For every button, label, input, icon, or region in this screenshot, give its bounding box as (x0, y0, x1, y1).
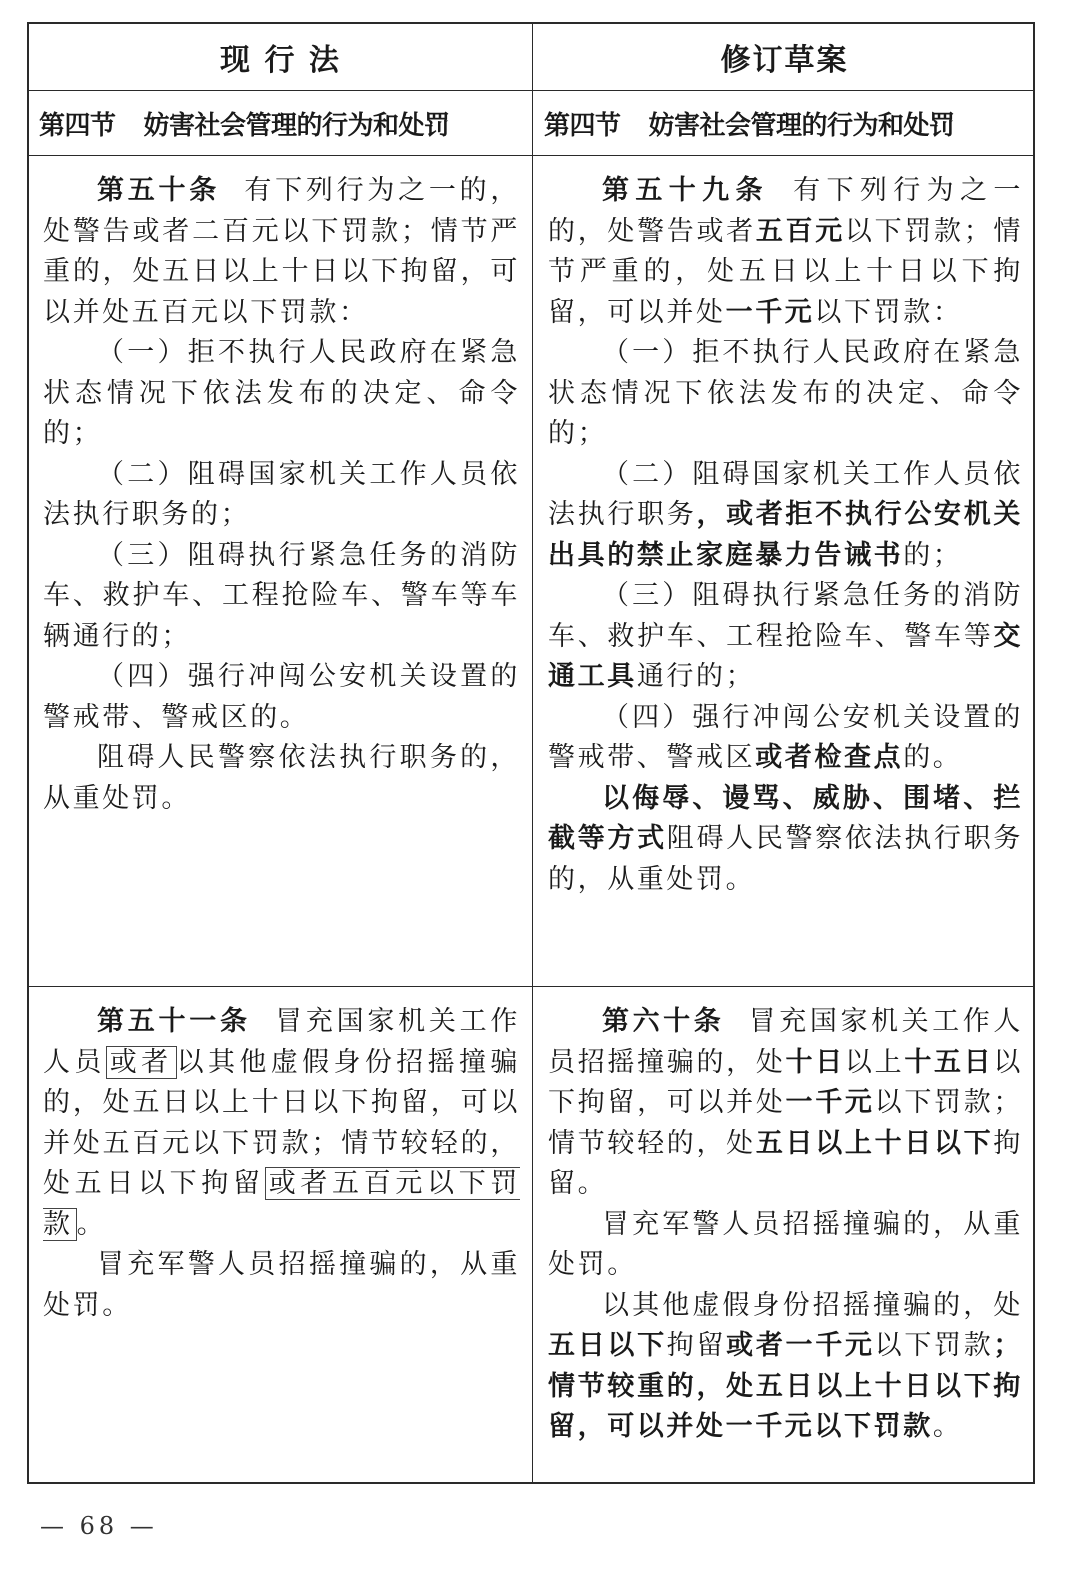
section-name: 妨害社会管理的行为和处罚 (648, 111, 955, 141)
section-name: 妨害社会管理的行为和处罚 (143, 111, 450, 141)
amended-text: 或者一千元 (726, 1330, 875, 1361)
article-number: 第五十一条 (97, 1006, 251, 1037)
section-title-left (29, 92, 532, 155)
amended-text: ，或者拒不执行公安机关出具的禁止家庭暴力告诫书 (548, 499, 1023, 571)
article-number: 第五十条 (97, 175, 221, 206)
article-paragraph: 冒充军警人员招摇撞骗的，从重处罚。 (548, 1208, 1023, 1280)
article-paragraph: 阻碍人民警察依法执行职务的，从重处罚。 (43, 742, 520, 814)
section-divider (29, 155, 1033, 156)
section-number: 第四节 (544, 111, 621, 141)
article-51-current (29, 988, 532, 1484)
row-divider (29, 986, 1033, 987)
article-paragraph: 第五十九条 有下列行为之一的，处警告或者五百元以下罚款；情节严重的，处五日以上十日以下拘留，可以并处一千元以下罚款： (548, 175, 1024, 328)
header-draft-revision: 修订草案 (720, 43, 849, 78)
amended-text: 五日以下 (548, 1330, 667, 1361)
column-divider (532, 24, 533, 1482)
article-paragraph: 以其他虚假身份招摇撞骗的，处五日以下拘留或者一千元以下罚款；情节较重的，处五日以上十日以下拘留，可以并处一千元以下罚款。 (548, 1289, 1024, 1442)
comparison-table (27, 22, 1035, 1484)
amended-text: 十日 (785, 1046, 845, 1078)
header-current-law: 现 行 法 (220, 43, 341, 78)
article-59-draft (534, 157, 1035, 986)
amended-text: 五百元 (755, 215, 845, 247)
article-item: （三）阻碍执行紧急任务的消防车、救护车、工程抢险车、警车等交通工具通行的； (548, 580, 1023, 692)
amended-text: 交通工具 (548, 620, 1023, 692)
amended-text: 一千元 (725, 296, 815, 328)
page-number: — 68 — (40, 1512, 158, 1540)
article-paragraph: 冒充军警人员招摇撞骗的，从重处罚。 (43, 1249, 520, 1321)
section-title-right (534, 92, 1035, 155)
amended-text: ；情节较重的，处五日以上十日以下拘留，可以并处一千元以下罚款 (548, 1330, 1024, 1442)
deleted-text-box: 或者五百元以下罚款 (43, 1168, 520, 1240)
article-item: （一）拒不执行人民政府在紧急状态情况下依法发布的决定、命令的； (548, 337, 1023, 449)
article-50-current (29, 157, 532, 986)
section-number: 第四节 (39, 111, 116, 141)
article-paragraph: 以侮辱、谩骂、威胁、围堵、拦截等方式阻碍人民警察依法执行职务的，从重处罚。 (548, 782, 1024, 895)
header-divider (29, 90, 1033, 91)
article-item: （一）拒不执行人民政府在紧急状态情况下依法发布的决定、命令的； (43, 337, 520, 449)
amended-text: 以侮辱、谩骂、威胁、围堵、拦截等方式 (548, 782, 1023, 854)
article-paragraph: 第五十条 有下列行为之一的，处警告或者二百元以下罚款；情节严重的，处五日以上十日以下拘留，可以并处五百元以下罚款： (43, 175, 520, 328)
amended-text: 十五日 (904, 1046, 994, 1078)
article-number: 第五十九条 (602, 175, 769, 206)
amended-text: 一千元 (785, 1087, 875, 1118)
deleted-text-box: 或者 (106, 1046, 177, 1079)
article-paragraph: 第五十一条 冒充国家机关工作人员 或者 以其他虚假身份招摇撞骗的，处五日以上十日以下拘留，可以并处五百元以下罚款；情节较轻的，处五日以下拘留 或者五百元以下罚款 。 (43, 1006, 521, 1240)
amended-text: 五日以上十日以下 (755, 1127, 994, 1159)
article-paragraph: 第六十条 冒充国家机关工作人员招摇撞骗的，处十日以上十五日以下拘留，可以并处一千元以下罚款；情节较轻的，处五日以上十日以下拘留。 (548, 1006, 1023, 1199)
article-item: （二）阻碍国家机关工作人员依法执行职务的； (43, 458, 520, 530)
amended-text: 或者检查点 (755, 742, 904, 773)
article-60-draft (534, 988, 1035, 1484)
article-item: （四）强行冲闯公安机关设置的警戒带、警戒区的。 (43, 661, 520, 733)
article-item: （四）强行冲闯公安机关设置的警戒带、警戒区或者检查点的。 (548, 701, 1023, 773)
article-number: 第六十条 (602, 1006, 725, 1037)
article-item: （二）阻碍国家机关工作人员依法执行职务，或者拒不执行公安机关出具的禁止家庭暴力告诫书的； (548, 458, 1023, 571)
article-item: （三）阻碍执行紧急任务的消防车、救护车、工程抢险车、警车等车辆通行的； (43, 539, 520, 652)
